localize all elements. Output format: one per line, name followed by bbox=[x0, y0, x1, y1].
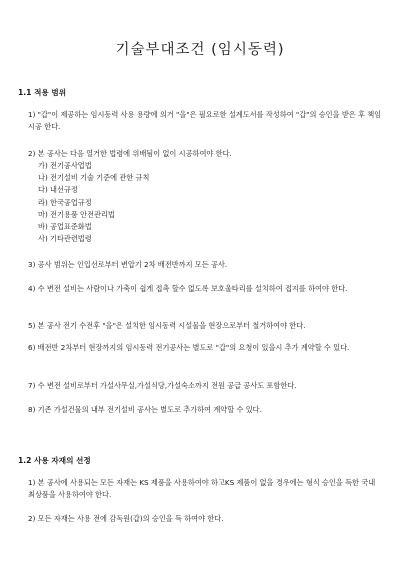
law-list-item: 가) 전기공사업법 bbox=[38, 161, 92, 170]
law-list-item: 사) 기타관련법령 bbox=[38, 234, 92, 244]
paragraph-1: 1) "갑"이 제공하는 임시동력 사용 용량에 의거 "을"은 필요로한 설계도서를 작성하여 "갑"의 승인을 받은 후 책임시공 한다. bbox=[28, 110, 382, 131]
document-title: 기술부대조건 (임시동력) bbox=[115, 42, 285, 58]
law-list-item: 나) 전기설비 기술 기준에 관한 규칙 bbox=[38, 173, 150, 183]
law-list-item: 마) 전기용품 안전관리법 bbox=[38, 209, 115, 219]
section-heading-materials: 1.2 사용 자재의 선정 bbox=[18, 456, 91, 465]
paragraph-10: 2) 모든 자재는 사용 전에 감독원(갑)의 승인을 득 하여야 한다. bbox=[28, 514, 224, 523]
paragraph-9: 1) 본 공사에 사용되는 모든 자재는 KS 제품을 사용하여야 하고KS 제품이 없을 경우에는 형식 승인을 득한 국내 최상품을 사용하여야 한다. bbox=[28, 478, 376, 499]
paragraph-4: 4) 수 변전 설비는 사람이나 가축이 쉽게 접촉 할수 없도록 보호울타리를 설치하여 접지를 하여야 한다. bbox=[28, 284, 348, 293]
paragraph-6: 6) 배전반 2차부터 현장까지의 임시동력 전기공사는 별도로 "갑"의 요청이 있을시 추가 계약할 수 있다. bbox=[28, 343, 350, 352]
paragraph-8: 8) 기존 가설건물의 내부 전기설비 공사는 별도로 추가하여 계약할 수 있다. bbox=[28, 405, 262, 414]
paragraph-3: 3) 공사 범위는 인입선로부터 변압기 2차 배전반까지 모든 공사. bbox=[28, 260, 228, 269]
law-list-item: 바) 공업표준화법 bbox=[38, 222, 92, 232]
section-heading-scope: 1.1 적용 범위 bbox=[18, 88, 67, 97]
paragraph-5: 5) 본 공사 전기 수전후 "을"은 설치한 임시동력 시설물을 현장으로부터 철거하여야 한다. bbox=[28, 321, 306, 330]
law-list bbox=[38, 160, 149, 245]
paragraph-2: 2) 본 공사는 다음 열거한 법령에 위배됨이 없이 시공하여야 한다. bbox=[28, 149, 232, 158]
law-list-item: 라) 한국공업규정 bbox=[38, 197, 92, 207]
paragraph-7: 7) 수 변전 설비로부터 가설사무실,가설식당,가설숙소까지 전원 공급 공사도 포함한다. bbox=[28, 381, 297, 390]
law-list-item: 다) 내선규정 bbox=[38, 185, 78, 195]
